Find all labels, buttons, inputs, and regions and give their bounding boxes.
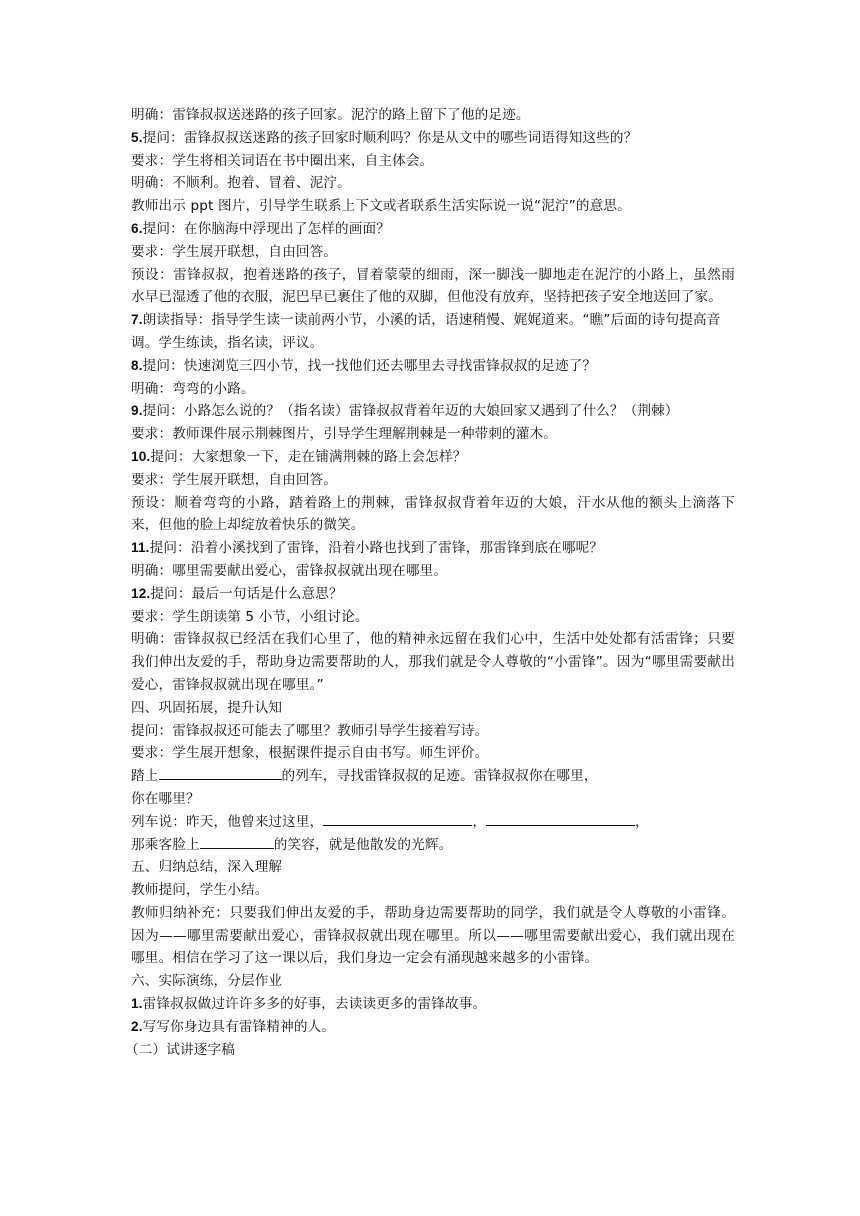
- poem-text: 踏上: [131, 768, 159, 785]
- numbered-item: [131, 446, 735, 469]
- numbered-item: [131, 127, 735, 150]
- numbered-item: [131, 537, 735, 560]
- text-line: 五、归纳总结，深入理解: [131, 859, 283, 876]
- item-number: 8.: [131, 357, 143, 373]
- numbered-item: [131, 400, 735, 423]
- numbered-item: [131, 1016, 735, 1039]
- poem-text: ，: [472, 813, 487, 830]
- item-text: 提问：沿着小溪找到了雷锋，沿着小路也找到了雷锋，那雷锋到底在哪呢？: [149, 540, 604, 557]
- item-number: 6.: [131, 220, 143, 236]
- document-page: [125, 104, 735, 1061]
- poem-text: 那乘客脸上: [131, 836, 200, 853]
- text-line: 提问：雷锋叔叔还可能去了哪里？教师引导学生接着写诗。: [131, 722, 489, 739]
- lesson-tail: [125, 856, 735, 1061]
- item-text: 写写你身边具有雷锋精神的人。: [142, 1018, 336, 1035]
- fill-blank[interactable]: [200, 834, 274, 849]
- text-line: 教师出示 ppt 图片，引导学生联系上下文或者联系生活实际说一说“泥泞”的意思。: [131, 198, 631, 215]
- fill-blank[interactable]: [486, 811, 635, 826]
- paragraph: 明确：雷锋叔叔已经活在我们心里了，他的精神永远留在我们心中，生活中处处都有活雷锋；只要我们伸出友爱的手，帮助身边需要帮助的人，那我们就是令人尊敬的“小雷锋”。因为“哪里需要献出爱心，雷锋叔叔就出现在哪里。”: [131, 631, 735, 693]
- item-text: 提问：小路怎么说的？（指名读）雷锋叔叔背着年迈的大娘回家又遇到了什么？（荆棘）: [142, 403, 679, 420]
- item-number: 1.: [131, 996, 143, 1012]
- paragraph: 教师归纳补充：只要我们伸出友爱的手，帮助身边需要帮助的同学，我们就是令人尊敬的小雷锋。因为——哪里需要献出爱心，雷锋叔叔就出现在哪里。所以——哪里需要献出爱心，我们就出现在哪里。相信在学习了这一课以后，我们身边一定会有涌现越来越多的小雷锋。: [131, 904, 735, 967]
- text-line: 教师提问，学生小结。: [131, 882, 269, 899]
- item-number: 5.: [131, 129, 143, 145]
- text-line: 要求：学生将相关词语在书中圈出来，自主体会。: [131, 152, 434, 169]
- item-text: 提问：在你脑海中浮现出了怎样的画面？: [142, 220, 391, 237]
- text-line: 明确：雷锋叔叔送迷路的孩子回家。泥泞的路上留下了他的足迹。: [131, 107, 530, 123]
- item-text: 雷锋叔叔做过许许多多的好事，去读读更多的雷锋故事。: [142, 996, 487, 1013]
- text-line: 四、巩固拓展，提升认知: [131, 699, 283, 716]
- paragraph: 预设：顺着弯弯的小路，踏着路上的荆棘，雷锋叔叔背着年迈的大娘，汗水从他的额头上滴落下来，但他的脸上却绽放着快乐的微笑。: [131, 494, 735, 534]
- poem-line-1: [131, 765, 735, 788]
- item-text: 朗读指导：指导学生读一读前两小节，小溪的话，语速稍慢、娓娓道来。“瞧”后面的诗句提高音: [142, 312, 721, 329]
- item-number: 9.: [131, 403, 143, 419]
- item-text: 提问：雷锋叔叔送迷路的孩子回家时顺利吗？你是从文中的哪些词语得知这些的？: [142, 129, 638, 146]
- item-number: 11.: [131, 540, 150, 556]
- lesson-body: [131, 104, 735, 765]
- fill-blank[interactable]: [323, 811, 472, 826]
- item-text: 提问：大家想象一下，走在铺满荆棘的路上会怎样？: [150, 448, 467, 465]
- numbered-item: [131, 993, 735, 1016]
- numbered-item: [131, 218, 735, 241]
- poem-line-2: 你在哪里？: [131, 790, 200, 807]
- text-line: 要求：学生展开联想，自由回答。: [131, 243, 338, 260]
- text-line: 要求：学生展开想象，根据课件提示自由书写。师生评价。: [131, 745, 489, 762]
- item-number: 10.: [131, 448, 151, 464]
- item-number: 2.: [131, 1018, 143, 1034]
- text-line: 明确：哪里需要献出爱心，雷锋叔叔就出现在哪里。: [131, 562, 448, 579]
- text-line: 要求：学生展开联想，自由回答。: [131, 471, 338, 488]
- text-line: 要求：学生朗读第 5 小节，小组讨论。: [131, 608, 369, 625]
- poem-text: 列车说：昨天，他曾来过这里，: [131, 813, 324, 830]
- item-number: 12.: [131, 585, 151, 601]
- item-text: 提问：快速浏览三四小节，找一找他们还去哪里去寻找雷锋叔叔的足迹了？: [142, 357, 597, 374]
- numbered-item: [131, 355, 735, 378]
- text-line: 要求：教师课件展示荆棘图片，引导学生理解荆棘是一种带刺的灌木。: [131, 426, 558, 443]
- numbered-item: [131, 309, 735, 332]
- numbered-item: [131, 583, 735, 606]
- text-line: 明确：弯弯的小路。: [131, 380, 255, 397]
- text-line: 明确：不顺利。抱着、冒着、泥泞。: [131, 175, 351, 192]
- item-number: 7.: [131, 312, 143, 328]
- poem-line-4: [131, 834, 735, 857]
- text-line: （二）试讲逐字稿: [125, 1041, 235, 1058]
- fill-blank[interactable]: [159, 765, 282, 780]
- poem-text: 的笑容，就是他散发的光辉。: [273, 836, 453, 853]
- paragraph: 预设：雷锋叔叔，抱着迷路的孩子，冒着蒙蒙的细雨，深一脚浅一脚地走在泥泞的小路上，虽然雨水早已湿透了他的衣服，泥巴早已裹住了他的双脚，但他没有放弃，坚持把孩子安全地送回了家。: [131, 266, 735, 306]
- poem-text: 的列车，寻找雷锋叔叔的足迹。雷锋叔叔你在哪里，: [281, 768, 598, 785]
- text-line: 六、实际演练，分层作业: [131, 973, 283, 990]
- poem-line-3: [131, 811, 735, 834]
- text-line: 调。学生练读，指名读，评议。: [131, 334, 324, 351]
- item-text: 提问：最后一句话是什么意思？: [150, 585, 343, 602]
- poem-text: ，: [635, 813, 649, 830]
